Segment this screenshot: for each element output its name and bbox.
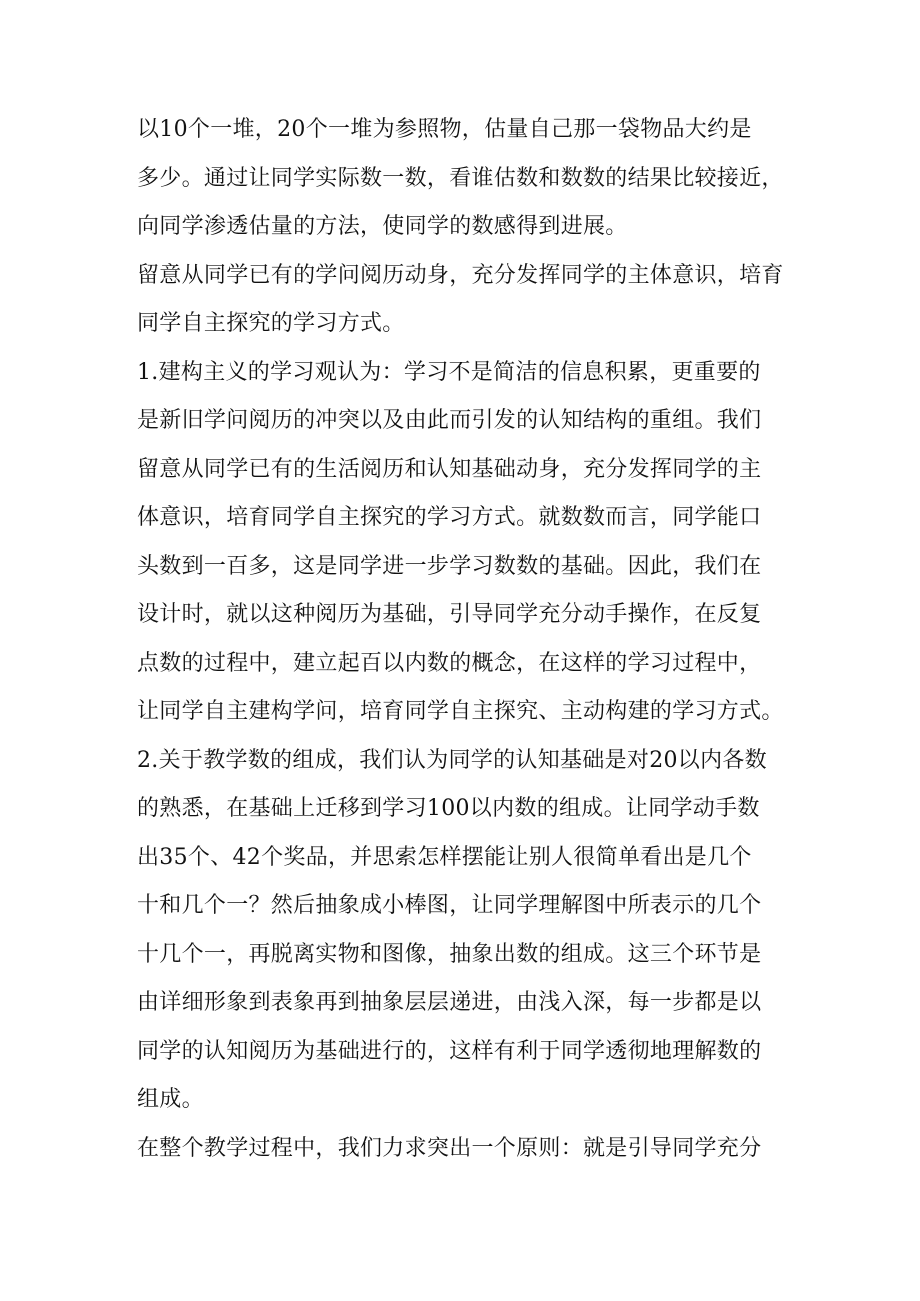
- text-line: 留意从同学已有的生活阅历和认知基础动身，充分发挥同学的主: [137, 456, 762, 482]
- text-line: 向同学渗透估量的方法，使同学的数感得到进展。: [137, 214, 628, 239]
- text-line: 出35个、42个奖品，并思索怎样摆能让别人很简单看出是几个: [137, 844, 752, 870]
- text-line: 组成。: [137, 1087, 204, 1112]
- text-line: 点数的过程中，建立起百以内数的概念，在这样的学习过程中，: [137, 650, 762, 676]
- text-line: 在整个教学过程中，我们力求突出一个原则：就是引导同学充分: [137, 1135, 762, 1161]
- text-line: 2.关于教学数的组成，我们认为同学的认知基础是对20以内各数: [137, 747, 767, 773]
- text-line: 同学的认知阅历为基础进行的，这样有利于同学透彻地理解数的: [137, 1038, 762, 1064]
- text-line: 十几个一，再脱离实物和图像，抽象出数的组成。这三个环节是: [137, 941, 762, 967]
- text-line: 头数到一百多，这是同学进一步学习数数的基础。因此，我们在: [137, 553, 762, 579]
- body-text: [137, 106, 817, 1173]
- text-line: 设计时，就以这种阅历为基础，引导同学充分动手操作，在反复: [137, 602, 762, 627]
- text-line: 多少。通过让同学实际数一数，看谁估数和数数的结果比较接近，: [137, 165, 784, 191]
- text-line: 是新旧学问阅历的冲突以及由此而引发的认知结构的重组。我们: [137, 408, 762, 433]
- text-line: 同学自主探究的学习方式。: [137, 311, 405, 336]
- text-line: 十和几个一？然后抽象成小棒图，让同学理解图中所表示的几个: [137, 893, 762, 918]
- text-line: 体意识，培育同学自主探究的学习方式。就数数而言，同学能口: [137, 505, 762, 530]
- text-line: 以10个一堆，20个一堆为参照物，估量自己那一袋物品大约是: [137, 117, 752, 142]
- text-line: 1.建构主义的学习观认为：学习不是简洁的信息积累，更重要的: [137, 359, 761, 385]
- text-line: 留意从同学已有的学问阅历动身，充分发挥同学的主体意识，培育: [137, 262, 784, 288]
- text-line: 的熟悉，在基础上迁移到学习100以内数的组成。让同学动手数: [137, 796, 760, 821]
- text-line: 由详细形象到表象再到抽象层层递进，由浅入深，每一步都是以: [137, 990, 762, 1015]
- text-line: 让同学自主建构学问，培育同学自主探究、主动构建的学习方式。: [137, 699, 784, 724]
